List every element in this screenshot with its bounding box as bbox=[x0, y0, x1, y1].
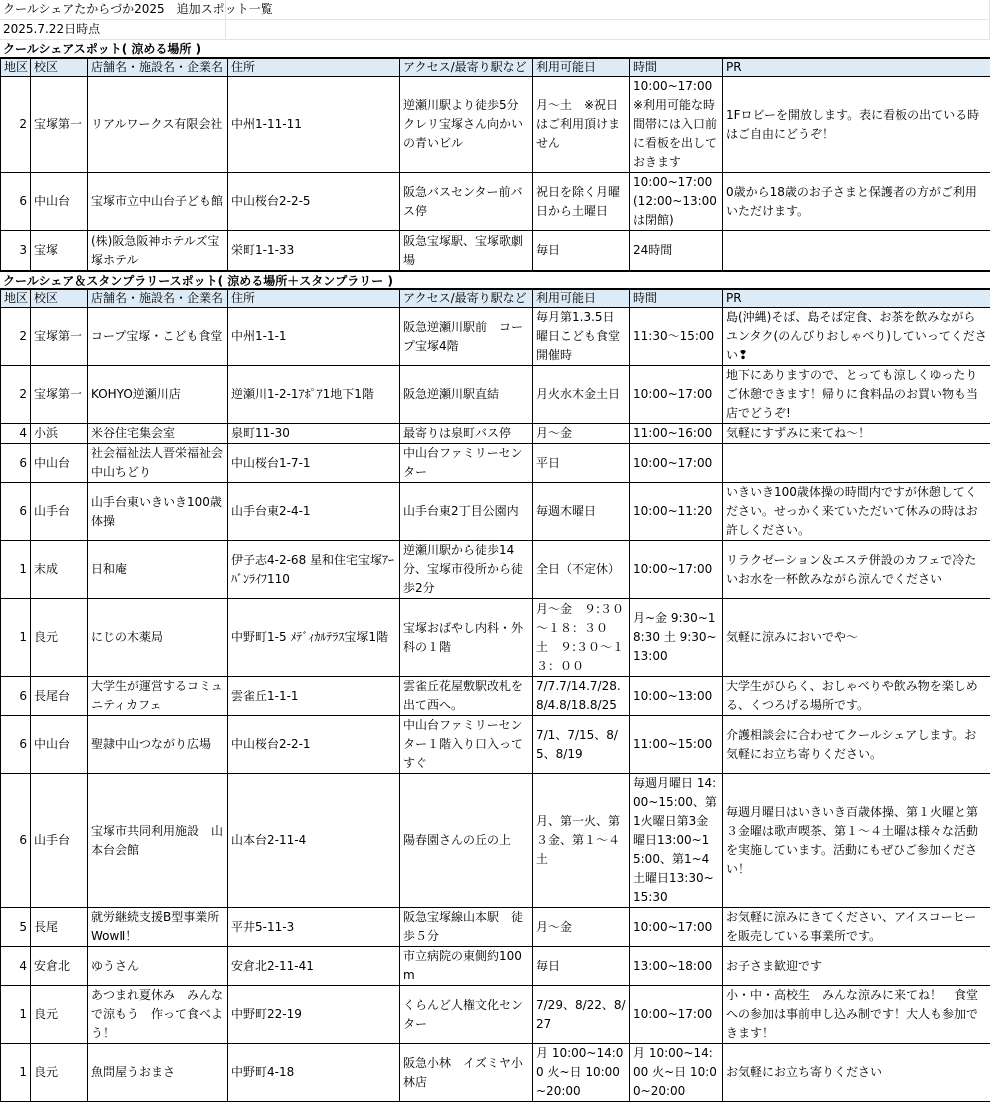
cell-address: 中山桜台2-2-1 bbox=[228, 716, 400, 774]
cell-pr: 0歳から18歳のお子さまと保護者の方がご利用いただけます。 bbox=[723, 173, 990, 231]
cell-school-zone: 安倉北 bbox=[31, 947, 88, 986]
cell-access: 逆瀬川駅から徒歩14分、宝塚市役所から徒歩2分 bbox=[400, 541, 533, 599]
cell-school-zone: 良元 bbox=[31, 1044, 88, 1102]
cell-access: 逆瀬川駅より徒歩5分クレリ宝塚さん向かいの青いビル bbox=[400, 77, 533, 173]
cell-address: 山本台2-11-4 bbox=[228, 774, 400, 908]
cell-address: 中山桜台2-2-5 bbox=[228, 173, 400, 231]
cell-available-days: 毎月第1.3.5日曜日こども食堂開催時 bbox=[533, 308, 630, 366]
cell-pr: お子さま歓迎です bbox=[723, 947, 990, 986]
cell-available-days: 月 10:00~14:00 火~日 10:00~20:00 bbox=[533, 1044, 630, 1102]
cell-pr: お気軽に涼みにきてください、アイスコーヒーを販売している事業所です。 bbox=[723, 908, 990, 947]
cell-pr: 介護相談会に合わせてクールシェアします。お気軽にお立ち寄りください。 bbox=[723, 716, 990, 774]
cell-school-zone: 長尾台 bbox=[31, 677, 88, 716]
header-school-zone: 校区 bbox=[31, 59, 88, 77]
header-row bbox=[1, 59, 990, 77]
cell-available-days: 月～金 bbox=[533, 424, 630, 444]
cell-pr: 気軽に涼みにおいでや～ bbox=[723, 599, 990, 677]
cell-district: 2 bbox=[1, 77, 31, 173]
header-access: アクセス/最寄り駅など bbox=[400, 290, 533, 308]
cell-facility-name: 大学生が運営するコミュニティカフェ bbox=[88, 677, 228, 716]
table-row bbox=[1, 1044, 990, 1102]
cell-district: 3 bbox=[1, 231, 31, 271]
cell-facility-name: 聖隷中山つながり広場 bbox=[88, 716, 228, 774]
cell-district: 1 bbox=[1, 541, 31, 599]
header-hours: 時間 bbox=[630, 59, 723, 77]
header-address: 住所 bbox=[228, 290, 400, 308]
section2-title: クールシェア＆スタンプラリースポット( 涼める場所＋スタンプラリー ) bbox=[0, 271, 990, 289]
cell-access: 阪急宝塚駅、宝塚歌劇場 bbox=[400, 231, 533, 271]
cell-access: 宝塚おばやし内科・外科の１階 bbox=[400, 599, 533, 677]
cell-district: 6 bbox=[1, 677, 31, 716]
cell-hours: 10:00~17:00 bbox=[630, 444, 723, 483]
cell-hours: 毎週月曜日 14:00~15:00、第1火曜日第3金曜日13:00~15:00、第1~4土曜日13:30~15:30 bbox=[630, 774, 723, 908]
table-row bbox=[1, 947, 990, 986]
cell-available-days: 月～金 ９:３０～１８：３０ 土 ９:３０～１３：００ bbox=[533, 599, 630, 677]
cell-hours: 11:00~16:00 bbox=[630, 424, 723, 444]
cell-access: 陽春園さんの丘の上 bbox=[400, 774, 533, 908]
cell-access: 中山台ファミリーセンター１階入り口入ってすぐ bbox=[400, 716, 533, 774]
cell-hours: 10:00~17:00 bbox=[630, 366, 723, 424]
table-row bbox=[1, 444, 990, 483]
header-facility-name: 店舗名・施設名・企業名 bbox=[88, 290, 228, 308]
table-row bbox=[1, 483, 990, 541]
cell-pr: 地下にありますので、とっても涼しくゆったりご休憩できます！帰りに食料品のお買い物も当店でどうぞ! bbox=[723, 366, 990, 424]
cell-district: 2 bbox=[1, 366, 31, 424]
cell-facility-name: 就労継続支援B型事業所WowⅡ！ bbox=[88, 908, 228, 947]
cell-available-days: 7/29、8/22、8/27 bbox=[533, 986, 630, 1044]
cell-access: 最寄りは泉町バス停 bbox=[400, 424, 533, 444]
cell-school-zone: 良元 bbox=[31, 599, 88, 677]
cell-hours: 10:00~17:00 bbox=[630, 541, 723, 599]
cell-hours: 10:00~13:00 bbox=[630, 677, 723, 716]
cell-available-days: 月～土 ※祝日はご利用頂けません bbox=[533, 77, 630, 173]
header-hours: 時間 bbox=[630, 290, 723, 308]
cell-school-zone: 山手台 bbox=[31, 774, 88, 908]
cell-available-days: 毎日 bbox=[533, 947, 630, 986]
cell-district: 4 bbox=[1, 947, 31, 986]
cell-facility-name: 社会福祉法人晋栄福祉会中山ちどり bbox=[88, 444, 228, 483]
cell-address: 中野町22-19 bbox=[228, 986, 400, 1044]
cell-hours: 11:30～15:00 bbox=[630, 308, 723, 366]
cell-school-zone: 宝塚第一 bbox=[31, 77, 88, 173]
section2-table bbox=[0, 289, 990, 1102]
cell-district: 1 bbox=[1, 986, 31, 1044]
cell-hours: 10:00~17:00 ※利用可能な時間帯には入口前に看板を出しておきます bbox=[630, 77, 723, 173]
cell-hours: 24時間 bbox=[630, 231, 723, 271]
cell-hours: 10:00~17:00(12:00~13:00は閉館) bbox=[630, 173, 723, 231]
cell-address: 中野町4-18 bbox=[228, 1044, 400, 1102]
cell-available-days: 月～金 bbox=[533, 908, 630, 947]
cell-address: 中山桜台1-7-1 bbox=[228, 444, 400, 483]
cell-available-days: 7/7.7/14.7/28.8/4.8/18.8/25 bbox=[533, 677, 630, 716]
table-row bbox=[1, 366, 990, 424]
header-district: 地区 bbox=[1, 290, 31, 308]
cell-facility-name: にじの木薬局 bbox=[88, 599, 228, 677]
table-row bbox=[1, 541, 990, 599]
cell-available-days: 月火水木金土日 bbox=[533, 366, 630, 424]
cell-facility-name: 日和庵 bbox=[88, 541, 228, 599]
section1-table bbox=[0, 58, 990, 271]
cell-school-zone: 長尾 bbox=[31, 908, 88, 947]
cell-pr: 1Fロビーを開放します。表に看板の出ている時はご自由にどうぞ！ bbox=[723, 77, 990, 173]
cell-hours: 10:00~11:20 bbox=[630, 483, 723, 541]
cell-facility-name: KOHYO逆瀬川店 bbox=[88, 366, 228, 424]
cell-school-zone: 末成 bbox=[31, 541, 88, 599]
table-row bbox=[1, 77, 990, 173]
page-title: クールシェアたからづか2025 追加スポット一覧 bbox=[0, 0, 226, 20]
header-address: 住所 bbox=[228, 59, 400, 77]
cell-district: 1 bbox=[1, 1044, 31, 1102]
cell-district: 6 bbox=[1, 483, 31, 541]
cell-pr: 毎週月曜日はいきいき百歳体操、第１火曜と第３金曜は歌声喫茶、第１～４土曜は様々な活動を実施しています。活動にもぜひご参加ください！ bbox=[723, 774, 990, 908]
cell-address: 雲雀丘1-1-1 bbox=[228, 677, 400, 716]
cell-facility-name: 宝塚市共同利用施設 山本台会館 bbox=[88, 774, 228, 908]
table-row bbox=[1, 231, 990, 271]
cell-pr: 大学生がひらく、おしゃべりや飲み物を楽しめる、くつろげる場所です。 bbox=[723, 677, 990, 716]
header-school-zone: 校区 bbox=[31, 290, 88, 308]
cell-address: 安倉北2-11-41 bbox=[228, 947, 400, 986]
cell-school-zone: 中山台 bbox=[31, 173, 88, 231]
header-row bbox=[1, 290, 990, 308]
cell-pr: リラクゼーション＆エステ併設のカフェで冷たいお水を一杯飲みながら涼んでください bbox=[723, 541, 990, 599]
cell-access: 市立病院の東側約100m bbox=[400, 947, 533, 986]
table-row bbox=[1, 173, 990, 231]
cell-available-days: 毎週木曜日 bbox=[533, 483, 630, 541]
cell-district: 6 bbox=[1, 444, 31, 483]
cell-available-days: 祝日を除く月曜日から土曜日 bbox=[533, 173, 630, 231]
cell-pr: 気軽にすずみに来てね～！ bbox=[723, 424, 990, 444]
cell-district: 1 bbox=[1, 599, 31, 677]
cell-district: 2 bbox=[1, 308, 31, 366]
cell-district: 6 bbox=[1, 173, 31, 231]
cell-pr bbox=[723, 444, 990, 483]
cell-school-zone: 山手台 bbox=[31, 483, 88, 541]
cell-pr bbox=[723, 231, 990, 271]
cell-hours: 10:00~17:00 bbox=[630, 986, 723, 1044]
cell-school-zone: 宝塚第一 bbox=[31, 308, 88, 366]
cell-district: 5 bbox=[1, 908, 31, 947]
cell-school-zone: 小浜 bbox=[31, 424, 88, 444]
cell-facility-name: (株)阪急阪神ホテルズ宝塚ホテル bbox=[88, 231, 228, 271]
cell-available-days: 月、第一火、第３金、第１～４土 bbox=[533, 774, 630, 908]
cell-access: 中山台ファミリーセンター bbox=[400, 444, 533, 483]
header-facility-name: 店舗名・施設名・企業名 bbox=[88, 59, 228, 77]
table-row bbox=[1, 774, 990, 908]
cell-facility-name: 山手台東いきいき100歳体操 bbox=[88, 483, 228, 541]
cell-access: くらんど人権文化センター bbox=[400, 986, 533, 1044]
cell-hours: 11:00~15:00 bbox=[630, 716, 723, 774]
cell-pr: 小・中・高校生 みんな涼みに来てね！ 食堂への参加は事前申し込み制です！大人も参加できます！ bbox=[723, 986, 990, 1044]
cell-access: 阪急逆瀬川駅前 コープ宝塚4階 bbox=[400, 308, 533, 366]
cell-available-days: 7/1、7/15、8/5、8/19 bbox=[533, 716, 630, 774]
cell-address: 山手台東2-4-1 bbox=[228, 483, 400, 541]
header-district: 地区 bbox=[1, 59, 31, 77]
table-row bbox=[1, 308, 990, 366]
table-row bbox=[1, 677, 990, 716]
cell-hours: 月~金 9:30~18:30 土 9:30~13:00 bbox=[630, 599, 723, 677]
cell-facility-name: コープ宝塚・こども食堂 bbox=[88, 308, 228, 366]
cell-access: 阪急小林 イズミヤ小林店 bbox=[400, 1044, 533, 1102]
cell-facility-name: 宝塚市立中山台子ども館 bbox=[88, 173, 228, 231]
cell-pr: 島(沖縄)そば、島そば定食、お茶を飲みながらユンタク(のんびりおしゃべり)していってください❢ bbox=[723, 308, 990, 366]
header-available-days: 利用可能日 bbox=[533, 59, 630, 77]
header-available-days: 利用可能日 bbox=[533, 290, 630, 308]
cell-facility-name: あつまれ夏休み みんなで涼もう 作って食べよう！ bbox=[88, 986, 228, 1044]
cell-facility-name: ゆうさん bbox=[88, 947, 228, 986]
cell-hours: 月 10:00~14:00 火~日 10:00~20:00 bbox=[630, 1044, 723, 1102]
cell-school-zone: 良元 bbox=[31, 986, 88, 1044]
cell-school-zone: 宝塚第一 bbox=[31, 366, 88, 424]
cell-district: 4 bbox=[1, 424, 31, 444]
cell-school-zone: 中山台 bbox=[31, 716, 88, 774]
cell-district: 6 bbox=[1, 774, 31, 908]
table-row bbox=[1, 908, 990, 947]
cell-school-zone: 中山台 bbox=[31, 444, 88, 483]
title-row bbox=[0, 0, 990, 20]
cell-available-days: 毎日 bbox=[533, 231, 630, 271]
cell-access: 阪急バスセンター前バス停 bbox=[400, 173, 533, 231]
cell-available-days: 全日（不定休） bbox=[533, 541, 630, 599]
cell-address: 泉町11-30 bbox=[228, 424, 400, 444]
cell-facility-name: 魚問屋うおまさ bbox=[88, 1044, 228, 1102]
header-access: アクセス/最寄り駅など bbox=[400, 59, 533, 77]
cell-district: 6 bbox=[1, 716, 31, 774]
header-pr: PR bbox=[723, 290, 990, 308]
cell-school-zone: 宝塚 bbox=[31, 231, 88, 271]
cell-pr: お気軽にお立ち寄りください bbox=[723, 1044, 990, 1102]
cell-available-days: 平日 bbox=[533, 444, 630, 483]
cell-facility-name: リアルワークス有限会社 bbox=[88, 77, 228, 173]
table-row bbox=[1, 986, 990, 1044]
date-row bbox=[0, 20, 990, 40]
as-of-date: 2025.7.22日時点 bbox=[0, 20, 226, 40]
cell-hours: 13:00~18:00 bbox=[630, 947, 723, 986]
cell-address: 平井5-11-3 bbox=[228, 908, 400, 947]
cell-access: 雲雀丘花屋敷駅改札を出て西へ。 bbox=[400, 677, 533, 716]
table-row bbox=[1, 599, 990, 677]
section1-title: クールシェアスポット( 涼める場所 ) bbox=[0, 40, 990, 58]
table-row bbox=[1, 716, 990, 774]
cell-access: 阪急逆瀬川駅直結 bbox=[400, 366, 533, 424]
cell-address: 中野町1-5 ﾒﾃﾞｨｶﾙﾃﾗｽ宝塚1階 bbox=[228, 599, 400, 677]
cell-facility-name: 米谷住宅集会室 bbox=[88, 424, 228, 444]
cell-pr: いきいき100歳体操の時間内ですが休憩してください。せっかく来ていただいて休みの時はお許しください。 bbox=[723, 483, 990, 541]
cell-access: 山手台東2丁目公園内 bbox=[400, 483, 533, 541]
header-pr: PR bbox=[723, 59, 990, 77]
cell-address: 伊子志4-2-68 星和住宅宝塚ｱｰﾊﾞﾝﾗｲﾌ110 bbox=[228, 541, 400, 599]
cell-hours: 10:00~17:00 bbox=[630, 908, 723, 947]
cell-access: 阪急宝塚線山本駅 徒歩５分 bbox=[400, 908, 533, 947]
cell-address: 中州1-11-11 bbox=[228, 77, 400, 173]
cell-address: 中州1-1-1 bbox=[228, 308, 400, 366]
cell-address: 栄町1-1-33 bbox=[228, 231, 400, 271]
table-row bbox=[1, 424, 990, 444]
cell-address: 逆瀬川1-2-1ｱﾎﾟｱ1地下1階 bbox=[228, 366, 400, 424]
